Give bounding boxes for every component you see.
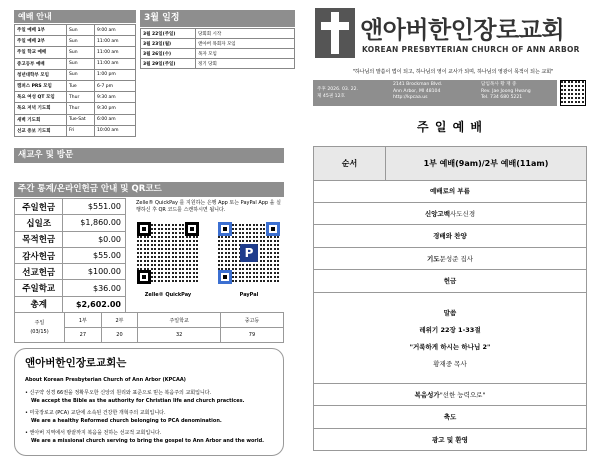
offering-amount: $100.00 [63,264,126,280]
schedule-time: 6-7 pm [95,80,136,91]
schedule-day: Thur [67,92,95,103]
schedule-time: 1:00 pm [95,69,136,80]
offering-amount: $0.00 [63,231,126,247]
sermon-ref: 레위기 22장 1-33절 [419,325,481,334]
paypal-label: PayPal [239,292,259,298]
table-row [15,25,136,36]
worship-item [314,406,586,429]
offering-type: 감사헌금 [15,247,63,263]
table-row [15,280,126,296]
table-row [15,114,136,125]
offering-amount: $1,860.00 [63,215,126,231]
zelle-qr-code[interactable] [137,222,199,284]
offering-amount: $36.00 [63,280,126,296]
schedule-table [14,24,136,137]
about-item-en: We are a healthy Reformed church belonging to PCA denomination. [31,418,222,424]
event-desc: 정기 당회 [196,59,295,69]
schedule-day: Sun [67,25,95,36]
worship-item-label: 복음성가 [414,390,440,399]
attendance-value: 20 [101,328,138,343]
table-row [141,39,295,49]
about-item-en: We accept the Bible as the authority for Christian life and church practices. [31,398,245,404]
attendance-date: (03/15) [30,328,49,335]
service-header: 1부 예배(9am)/2부 예배(11am) [386,147,587,181]
attendance-table [14,312,284,343]
schedule-name: 중고등부 예배 [15,58,67,69]
worship-item [314,429,586,452]
schedule-name: 선교 중보 기도회 [15,125,67,136]
schedule-name: 캠퍼스 PRS 모임 [15,80,67,91]
schedule-title: 예배 안내 [14,10,136,23]
phone-line: Tel. 734 680 5221 [481,95,523,100]
schedule-time: 6:00 am [95,114,136,125]
schedule-name: 새벽 기도회 [15,114,67,125]
about-title: 앤아버한인장로교회는 [25,357,127,369]
church-vision: "하나님의 말씀이 법이 되고, 하나님의 영이 교사가 되며, 하나님의 영광이 목적이 되는 교회" [352,69,554,75]
table-row [15,47,136,58]
worship-item-label: 예배로의 부름 [430,187,470,196]
schedule-day: Sun [67,36,95,47]
schedule-name: 주일 예배 1부 [15,25,67,36]
table-row [15,58,136,69]
church-qr-code[interactable] [560,80,586,106]
schedule-day: Tue-Sat [67,114,95,125]
event-desc: 목자 모임 [196,49,295,59]
worship-item [314,248,586,271]
table-row [15,215,126,231]
worship-item-label: 경배와 찬양 [433,232,467,241]
worship-order-table [313,146,587,181]
sermon-title: "거룩하게 하시는 하나님 2" [409,342,491,351]
offering-amount: $55.00 [63,247,126,263]
worship-items [313,180,587,451]
worship-item [314,225,586,248]
event-desc: 앤아버 목회자 모임 [196,39,295,49]
paypal-qr-code[interactable] [218,222,280,284]
offering-type: 주일헌금 [15,199,63,215]
table-row [141,49,295,59]
website-link[interactable]: http://kpcaa.us [393,95,428,100]
address-line2: Ann Arbor, MI 48104 [393,88,441,94]
about-subtitle: About Korean Presbyterian Church of Ann Arbor (KPCAA) [25,377,186,383]
church-name-kr: 앤아버한인장로교회 [360,16,565,44]
worship-item [314,384,586,407]
schedule-time: 11:00 am [95,47,136,58]
table-row [15,199,126,215]
worship-item-detail: 문성준 집사 [439,254,474,263]
table-row [15,80,136,91]
schedule-name: 주일 학교 예배 [15,47,67,58]
schedule-time: 11:00 am [95,58,136,69]
schedule-day: Sun [67,47,95,58]
about-item-kr: • 신구약 성경 66권을 정확무오한 신앙의 원리와 표준으로 믿는 복음주의 교회입니다. [25,390,212,396]
schedule-time: 10:00 am [95,125,136,136]
offering-type: 목적헌금 [15,231,63,247]
offering-type: 총계 [15,296,63,312]
sermon-block [314,293,586,384]
worship-title: 주 일 예 배 [417,120,483,134]
about-item-en: We are a missional church serving to bring the gospel to Ann Arbor and the world. [31,438,265,444]
events-section [140,10,295,69]
info-bar [313,80,557,106]
table-row [15,92,136,103]
online-note: Zelle® QuickPay 를 지원하는 은행 App 또는 PayPal App 을 실행하신 후 QR 코드를 스캔하시면 됩니다. [136,200,281,213]
order-header: 순서 [314,147,386,181]
pastor-line2: Rev. Jae Joong Hwang [481,88,531,94]
table-row [15,125,136,136]
sermon-label: 말씀 [443,308,457,317]
schedule-day: Fri [67,125,95,136]
worship-item [314,270,586,293]
sermon-preacher: 황재중 목사 [433,359,467,368]
worship-item-label: 기도 [426,254,440,263]
schedule-time: 11:00 am [95,36,136,47]
worship-item-label: 축도 [443,413,457,422]
event-date: 3월 23일(월) [141,39,196,49]
offering-type: 주일학교 [15,280,63,296]
offering-amount: $551.00 [63,199,126,215]
worship-item [314,203,586,226]
schedule-name: 목요 여성 QT 모임 [15,92,67,103]
worship-item-detail: "선한 능력으로" [439,390,486,399]
table-row [15,69,136,80]
offering-title: 주간 통계/온라인헌금 안내 및 QR코드 [14,182,284,197]
schedule-name: 목요 저녁 기도회 [15,103,67,114]
worship-item-label: 헌금 [443,277,457,286]
newcomers-title: 새교우 및 방문 [14,148,284,163]
schedule-time: 9:00 am [95,25,136,36]
worship-schedule [14,10,136,137]
church-logo [315,8,355,58]
date-line1: 주후 2026. 03. 22. [317,87,359,92]
event-date: 3월 22일(주일) [141,29,196,39]
attendance-header: 2부 [101,313,138,328]
schedule-time: 9:30 am [95,92,136,103]
table-row [15,36,136,47]
event-date: 3월 26일(수) [141,49,196,59]
table-row [15,296,126,312]
offering-table [14,198,126,313]
table-row [15,103,136,114]
events-title: 3월 일정 [140,10,295,27]
table-row [15,247,126,263]
pastor-line1: 담임목사 황 재 중 [481,82,517,87]
about-box [14,348,284,456]
schedule-day: Thur [67,103,95,114]
cross-shape [331,12,339,54]
schedule-time: 9:30 pm [95,103,136,114]
paypal-logo-icon: P [240,244,258,262]
table-row [141,29,295,39]
events-table [140,28,295,69]
worship-item-detail: 사도신경 [450,209,476,218]
worship-item-label: 광고 및 환영 [432,435,468,444]
event-desc: 당회회 시작 [196,29,295,39]
address-line1: 2141 Brockman Blvd. [393,82,443,87]
table-row [15,231,126,247]
date-line2: 제 45권 12호 [317,94,345,99]
zelle-label: Zelle® QuickPay [144,292,192,298]
attendance-label: 주일 [34,319,45,326]
offering-type: 십일조 [15,215,63,231]
schedule-day: Sun [67,69,95,80]
attendance-value: 79 [220,328,283,343]
schedule-name: 주일 예배 2부 [15,36,67,47]
schedule-day: Tue [67,80,95,91]
schedule-name: 청년대학부 모임 [15,69,67,80]
offering-amount: $2,602.00 [63,296,126,312]
table-row [141,59,295,69]
attendance-header: 1부 [65,313,102,328]
about-item-kr: • 앤아버 지역에서 땅끝까지 복음을 전하는 선교적 교회입니다. [25,430,162,436]
attendance-value: 32 [138,328,221,343]
church-name-en: KOREAN PRESBYTERIAN CHURCH OF ANN ARBOR [362,45,580,54]
table-row [15,264,126,280]
attendance-value: 27 [65,328,102,343]
about-item-kr: • 미국장로교 (PCA) 교단에 소속된 건강한 개혁주의 교회입니다. [25,410,166,416]
worship-item-label: 신앙고백 [424,209,450,218]
schedule-day: Sun [67,58,95,69]
attendance-header: 중고등 [220,313,283,328]
attendance-header: 주일학교 [138,313,221,328]
offering-type: 선교헌금 [15,264,63,280]
worship-item [314,180,586,203]
event-date: 3월 29일(주일) [141,59,196,69]
